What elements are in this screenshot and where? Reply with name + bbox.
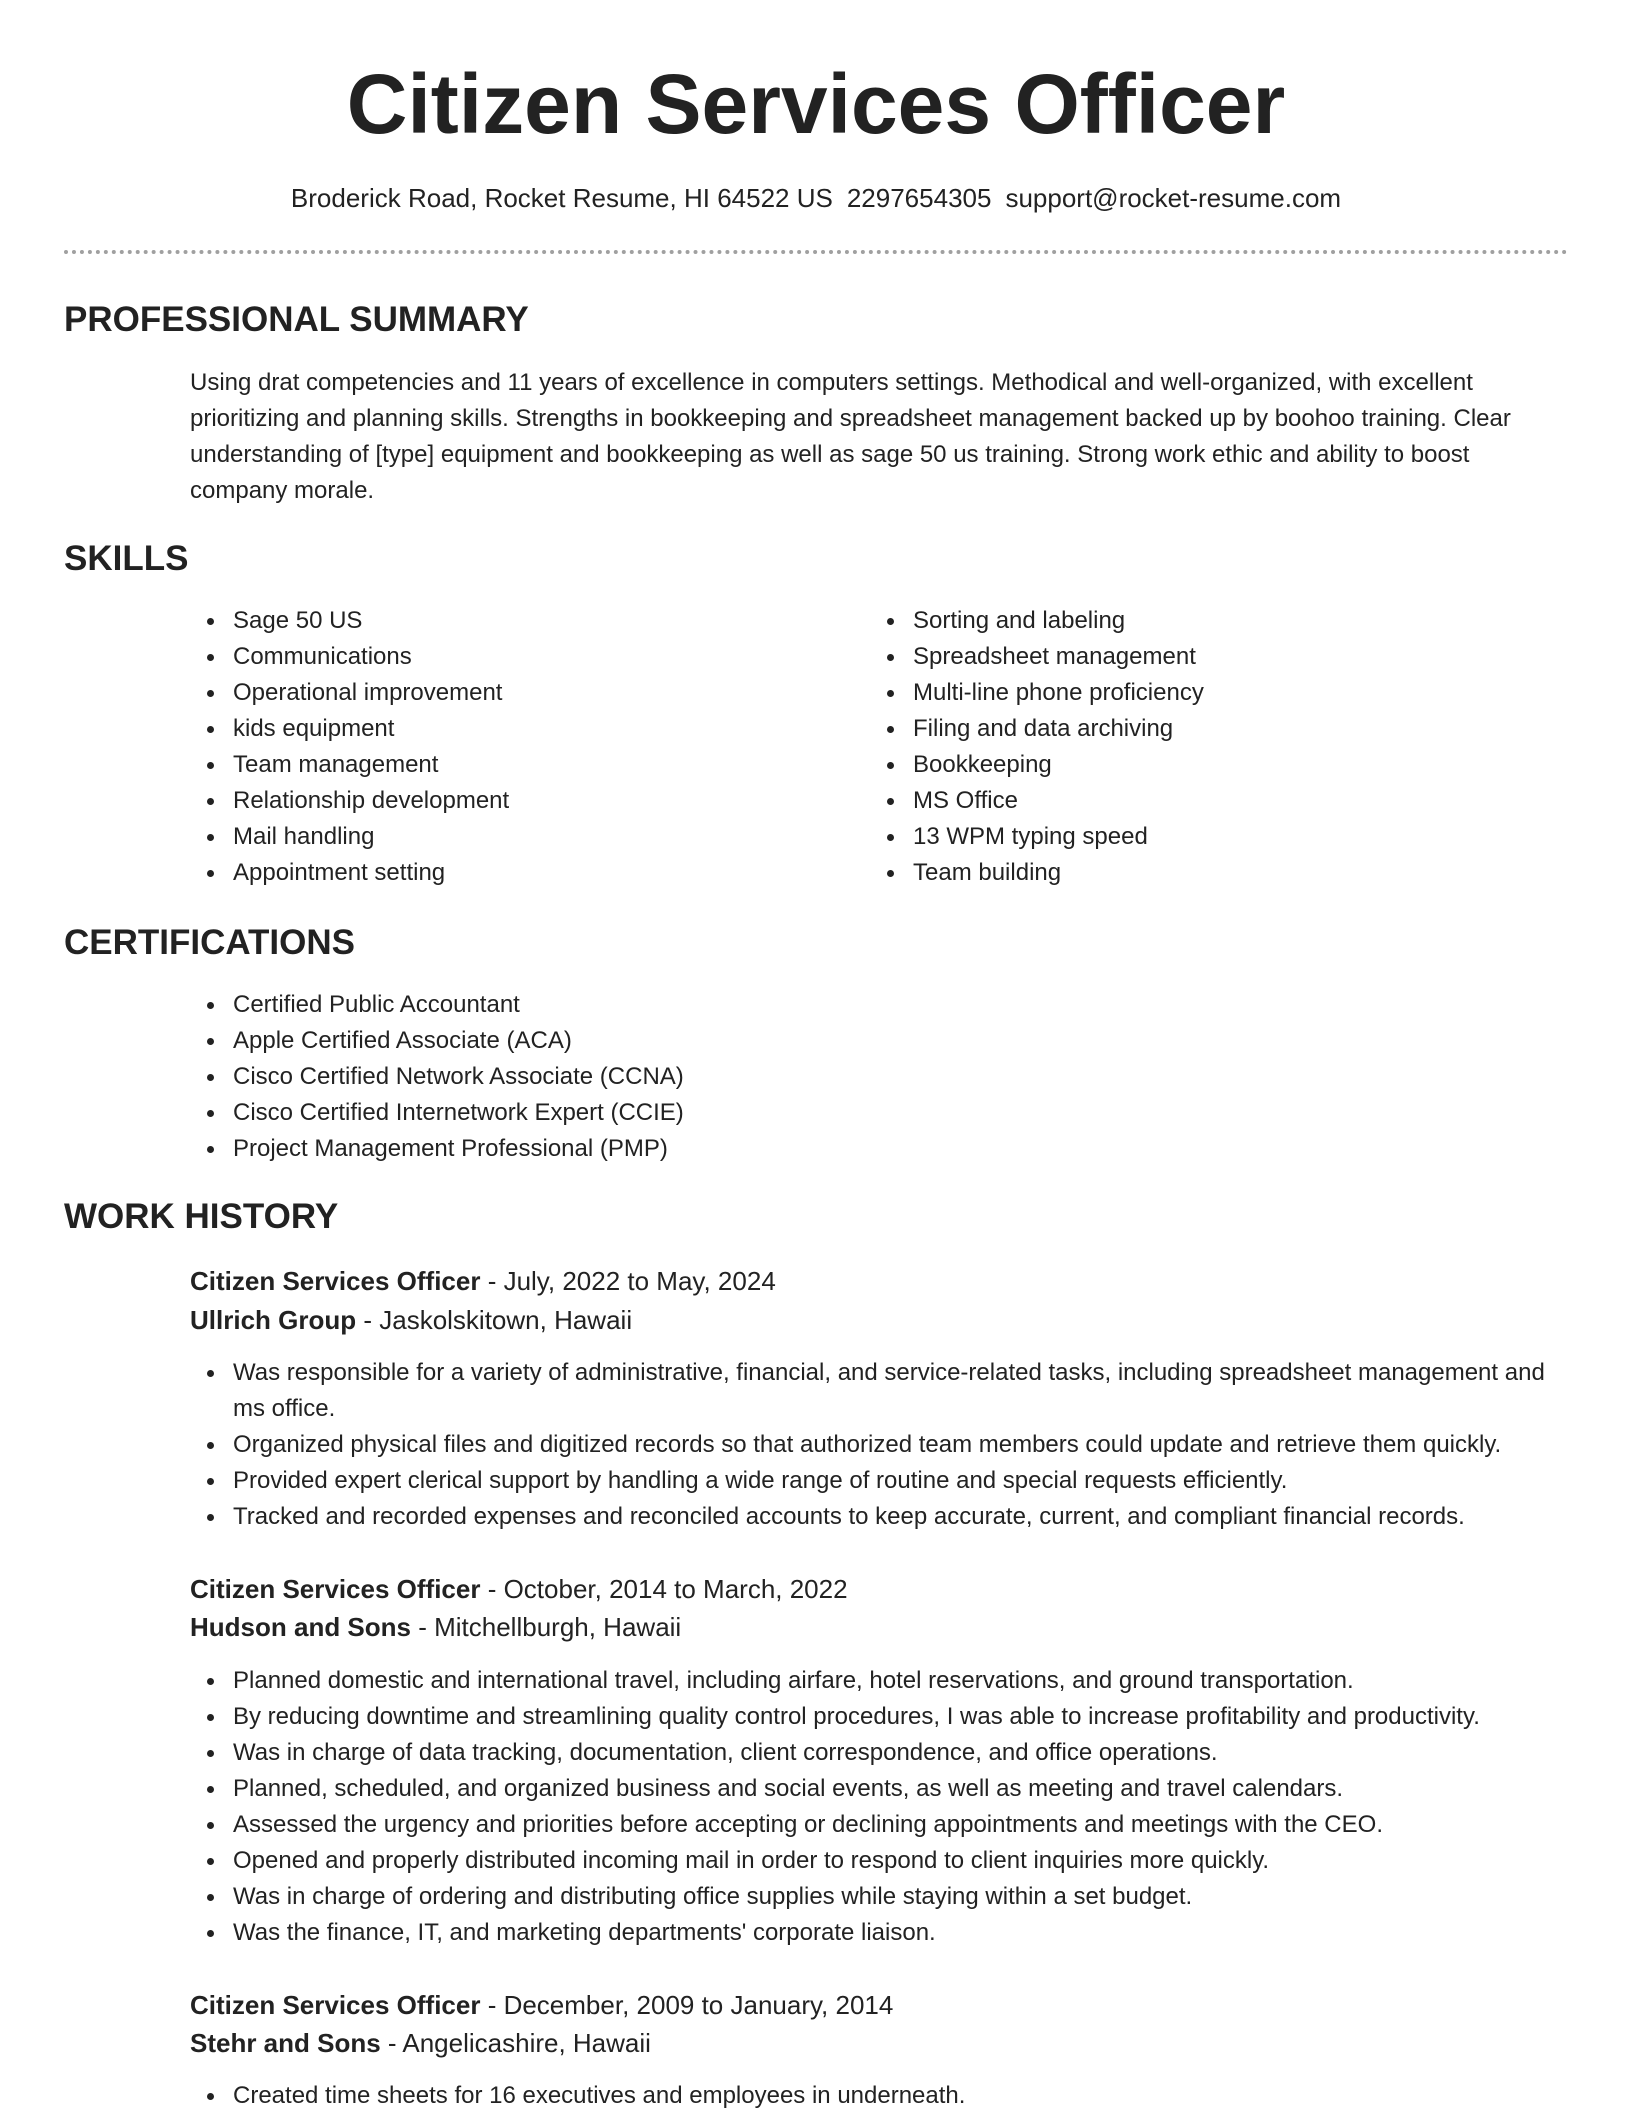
- skill-item: 13 WPM typing speed: [870, 819, 1530, 855]
- skill-item: Appointment setting: [190, 855, 850, 891]
- job-title-line: [190, 1986, 893, 2024]
- job-bullet: By reducing downtime and streamlining quality control procedures, I was able to increase profitability and productivity.: [190, 1699, 1570, 1735]
- certification-item: Cisco Certified Internetwork Expert (CCIE): [190, 1095, 1570, 1131]
- skill-item: Operational improvement: [190, 675, 850, 711]
- skill-item: Mail handling: [190, 819, 850, 855]
- skills-list-left: [190, 603, 850, 891]
- job-dates: - July, 2022 to May, 2024: [480, 1266, 776, 1296]
- job-bullets: [190, 1663, 1570, 1951]
- certification-item: Apple Certified Associate (ACA): [190, 1023, 1570, 1059]
- contact-address: Broderick Road, Rocket Resume, HI 64522 US: [290, 183, 833, 213]
- skill-item: Multi-line phone proficiency: [870, 675, 1530, 711]
- job-bullets: [190, 2078, 1570, 2112]
- job-bullet: Planned domestic and international travel, including airfare, hotel reservations, and ground transportation.: [190, 1663, 1570, 1699]
- contact-line: [0, 180, 1632, 216]
- job-title-line: [190, 1570, 848, 1608]
- skill-item: Communications: [190, 639, 850, 675]
- job-company: Ullrich Group: [190, 1305, 357, 1335]
- job-bullet: Created time sheets for 16 executives and employees in underneath.: [190, 2078, 1570, 2112]
- certification-item: Project Management Professional (PMP): [190, 1131, 1570, 1167]
- job-bullet: Was responsible for a variety of administrative, financial, and service-related tasks, including spreadsheet management and ms office.: [190, 1355, 1570, 1427]
- skill-item: kids equipment: [190, 711, 850, 747]
- job-title: Citizen Services Officer: [190, 1574, 481, 1604]
- certification-item: Cisco Certified Network Associate (CCNA): [190, 1059, 1570, 1095]
- resume-name: Citizen Services Officer: [346, 57, 1286, 151]
- summary-text: Using drat competencies and 11 years of excellence in computers settings. Methodical and well-organized, with excellent prioritizing and planning skills. Strengths in bookkeeping and spreadsheet management backed up by boohoo training. Clear understanding of [type] equipment and bookkeeping as well as sage 50 us training. Strong work ethic and ability to boost company morale.: [190, 369, 1511, 504]
- job-bullet: Tracked and recorded expenses and reconciled accounts to keep accurate, current, and compliant financial records.: [190, 1499, 1570, 1535]
- skill-item: Team management: [190, 747, 850, 783]
- job-bullet: Was the finance, IT, and marketing departments' corporate liaison.: [190, 1915, 1570, 1951]
- certifications-list: [190, 987, 1570, 1167]
- job-title-line: [190, 1262, 776, 1300]
- contact-phone: 2297654305: [846, 183, 992, 213]
- job-location: - Mitchellburgh, Hawaii: [411, 1612, 682, 1642]
- skill-item: Filing and data archiving: [870, 711, 1530, 747]
- job-company: Hudson and Sons: [190, 1612, 411, 1642]
- job-company-line: [190, 2024, 651, 2062]
- summary-heading: PROFESSIONAL SUMMARY: [64, 300, 529, 339]
- header-divider: [64, 250, 1568, 254]
- skill-item: MS Office: [870, 783, 1530, 819]
- skill-item: Team building: [870, 855, 1530, 891]
- skill-item: Spreadsheet management: [870, 639, 1530, 675]
- skill-item: Bookkeeping: [870, 747, 1530, 783]
- job-location: - Angelicashire, Hawaii: [380, 2028, 651, 2058]
- job-bullet: Opened and properly distributed incoming mail in order to respond to client inquiries more quickly.: [190, 1843, 1570, 1879]
- job-dates: - December, 2009 to January, 2014: [480, 1990, 894, 2020]
- job-title: Citizen Services Officer: [190, 1266, 481, 1296]
- job-dates: - October, 2014 to March, 2022: [480, 1574, 848, 1604]
- job-bullets: [190, 1355, 1570, 1535]
- contact-email[interactable]: support@rocket-resume.com: [1005, 183, 1342, 213]
- work-history-heading: WORK HISTORY: [64, 1197, 339, 1236]
- skill-item: Relationship development: [190, 783, 850, 819]
- job-bullet: Assessed the urgency and priorities before accepting or declining appointments and meetings with the CEO.: [190, 1807, 1570, 1843]
- job-bullet: Provided expert clerical support by handling a wide range of routine and special requests efficiently.: [190, 1463, 1570, 1499]
- skill-item: Sage 50 US: [190, 603, 850, 639]
- job-company: Stehr and Sons: [190, 2028, 381, 2058]
- job-bullet: Was in charge of data tracking, documentation, client correspondence, and office operations.: [190, 1735, 1570, 1771]
- job-bullet: Was in charge of ordering and distributing office supplies while staying within a set budget.: [190, 1879, 1570, 1915]
- job-location: - Jaskolskitown, Hawaii: [356, 1305, 633, 1335]
- job-bullet: Planned, scheduled, and organized business and social events, as well as meeting and travel calendars.: [190, 1771, 1570, 1807]
- skill-item: Sorting and labeling: [870, 603, 1530, 639]
- job-company-line: [190, 1301, 632, 1339]
- skills-heading: SKILLS: [64, 539, 189, 578]
- job-company-line: [190, 1608, 681, 1646]
- certifications-heading: CERTIFICATIONS: [64, 923, 356, 962]
- skills-list-right: [870, 603, 1530, 891]
- job-bullet: Organized physical files and digitized records so that authorized team members could update and retrieve them quickly.: [190, 1427, 1570, 1463]
- certification-item: Certified Public Accountant: [190, 987, 1570, 1023]
- job-title: Citizen Services Officer: [190, 1990, 481, 2020]
